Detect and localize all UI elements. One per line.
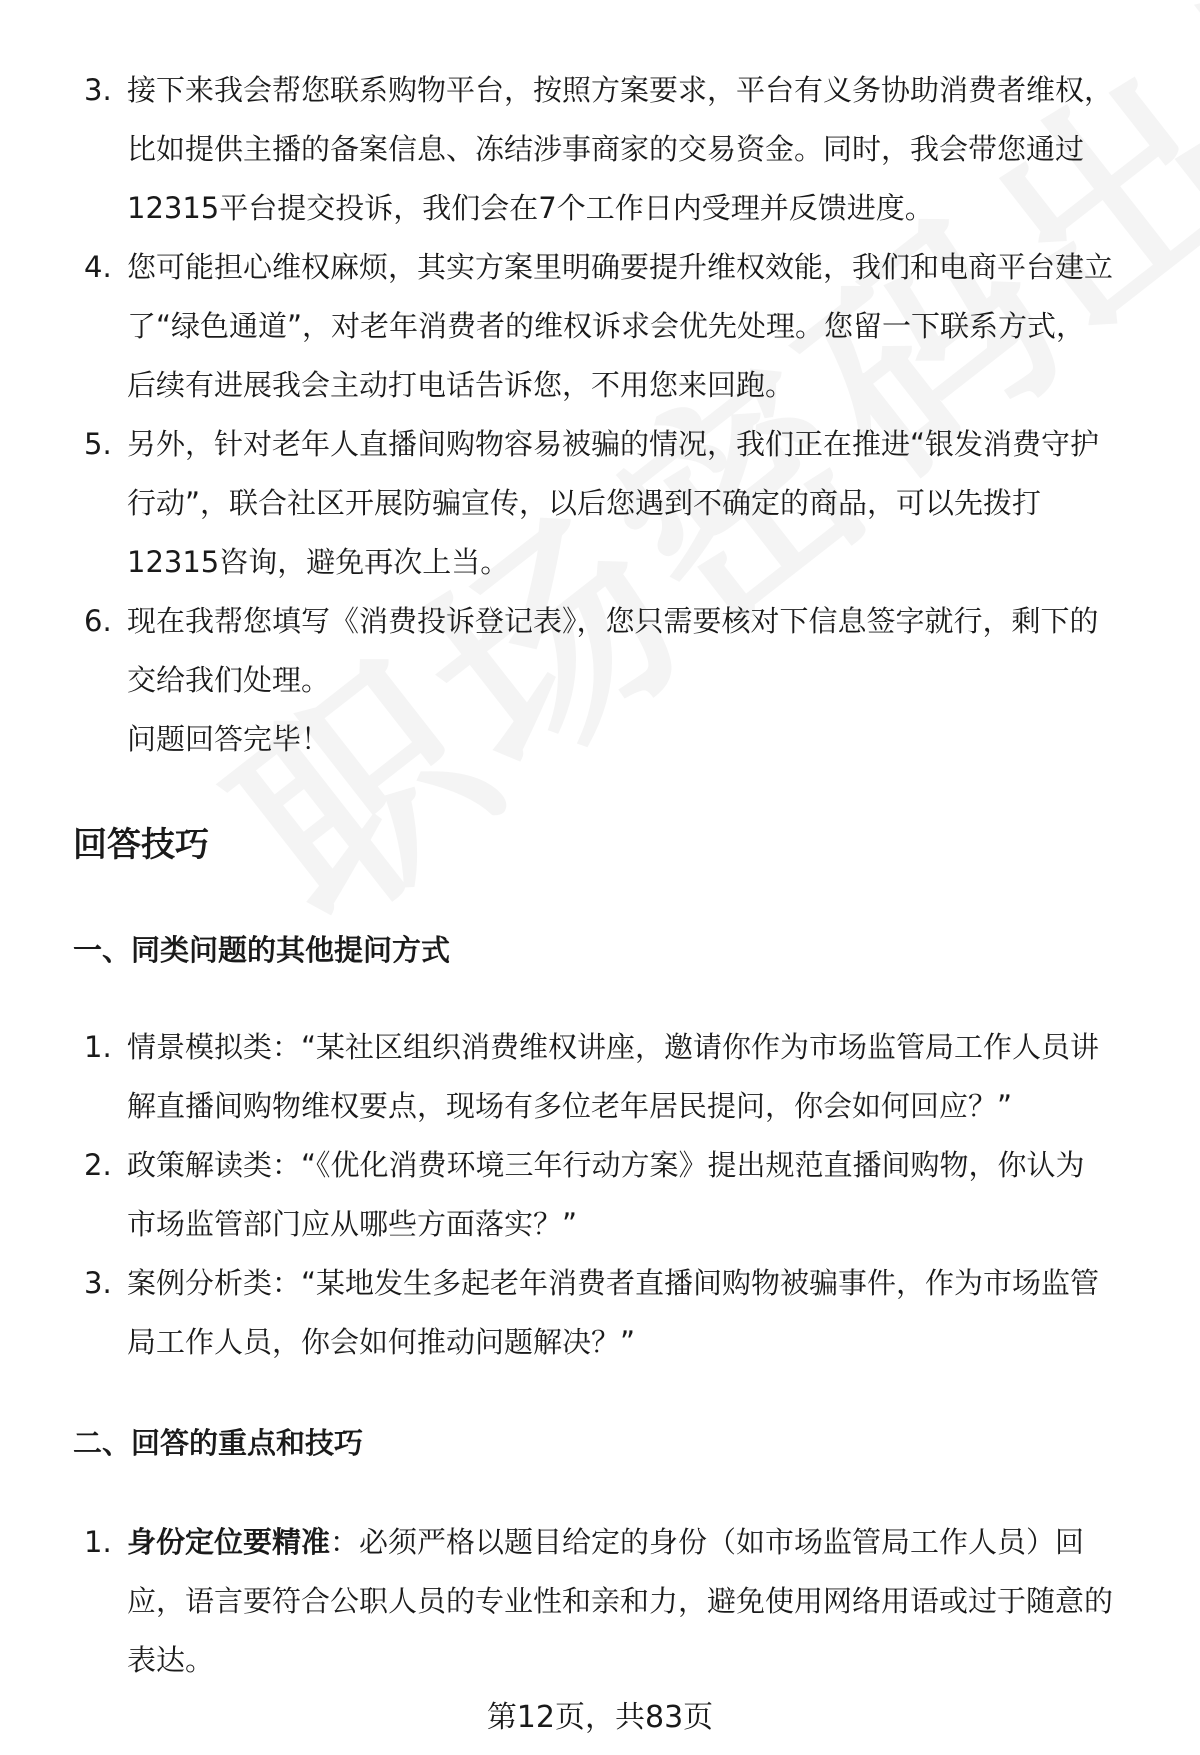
item-number: 1. bbox=[84, 1525, 112, 1559]
item-line: 情景模拟类：“某社区组织消费维权讲座，邀请你作为市场监管局工作人员讲 bbox=[127, 1030, 1100, 1064]
bold-term: 身份定位要精准 bbox=[127, 1525, 331, 1559]
item-line: 问题回答完毕！ bbox=[127, 722, 331, 756]
item-line: 比如提供主播的备案信息、冻结涉事商家的交易资金。同时，我会带您通过 bbox=[127, 132, 1085, 166]
item-line: 交给我们处理。 bbox=[127, 663, 331, 697]
page-footer: 第12页，共83页 bbox=[486, 1700, 714, 1735]
subsection-title: 一、同类问题的其他提问方式 bbox=[73, 933, 451, 967]
item-line: 市场监管部门应从哪些方面落实？” bbox=[127, 1207, 578, 1241]
item-line: 12315咨询，避免再次上当。 bbox=[127, 545, 510, 579]
item-line: 表达。 bbox=[127, 1643, 215, 1677]
item-line: 接下来我会帮您联系购物平台，按照方案要求，平台有义务协助消费者维权， bbox=[127, 73, 1114, 107]
item-line bbox=[127, 1512, 1084, 1572]
item-line: 案例分析类：“某地发生多起老年消费者直播间购物被骗事件，作为市场监管 bbox=[127, 1266, 1100, 1300]
item-text: ：必须严格以题目给定的身份（如市场监管局工作人员）回 bbox=[330, 1525, 1085, 1559]
subsection-title: 二、回答的重点和技巧 bbox=[73, 1426, 364, 1460]
item-number: 5. bbox=[84, 427, 112, 461]
item-line: 您可能担心维权麻烦，其实方案里明确要提升维权效能，我们和电商平台建立 bbox=[127, 250, 1114, 284]
item-line: 局工作人员，你会如何推动问题解决？” bbox=[127, 1325, 636, 1359]
item-line: 政策解读类：“《优化消费环境三年行动方案》提出规范直播间购物，你认为 bbox=[127, 1148, 1085, 1182]
item-number: 3. bbox=[84, 1266, 112, 1300]
item-number: 1. bbox=[84, 1030, 112, 1064]
item-line: 后续有进展我会主动打电话告诉您，不用您来回跑。 bbox=[127, 368, 795, 402]
item-line: 解直播间购物维权要点，现场有多位老年居民提问，你会如何回应？” bbox=[127, 1089, 1013, 1123]
item-number: 4. bbox=[84, 250, 112, 284]
item-line: 12315平台提交投诉，我们会在7个工作日内受理并反馈进度。 bbox=[127, 191, 934, 225]
item-number: 3. bbox=[84, 73, 112, 107]
item-line: 现在我帮您填写《消费投诉登记表》，您只需要核对下信息签字就行，剩下的 bbox=[127, 604, 1099, 638]
item-line: 行动”，联合社区开展防骗宣传，以后您遇到不确定的商品，可以先拨打 bbox=[127, 486, 1042, 520]
item-line: 应，语言要符合公职人员的专业性和亲和力，避免使用网络用语或过于随意的 bbox=[127, 1584, 1114, 1618]
section-title: 回答技巧 bbox=[73, 825, 209, 865]
item-line: 了“绿色通道”，对老年消费者的维权诉求会优先处理。您留一下联系方式， bbox=[127, 309, 1086, 343]
item-number: 2. bbox=[84, 1148, 112, 1182]
item-line: 另外，针对老年人直播间购物容易被骗的情况，我们正在推进“银发消费守护 bbox=[127, 427, 1100, 461]
item-number: 6. bbox=[84, 604, 112, 638]
